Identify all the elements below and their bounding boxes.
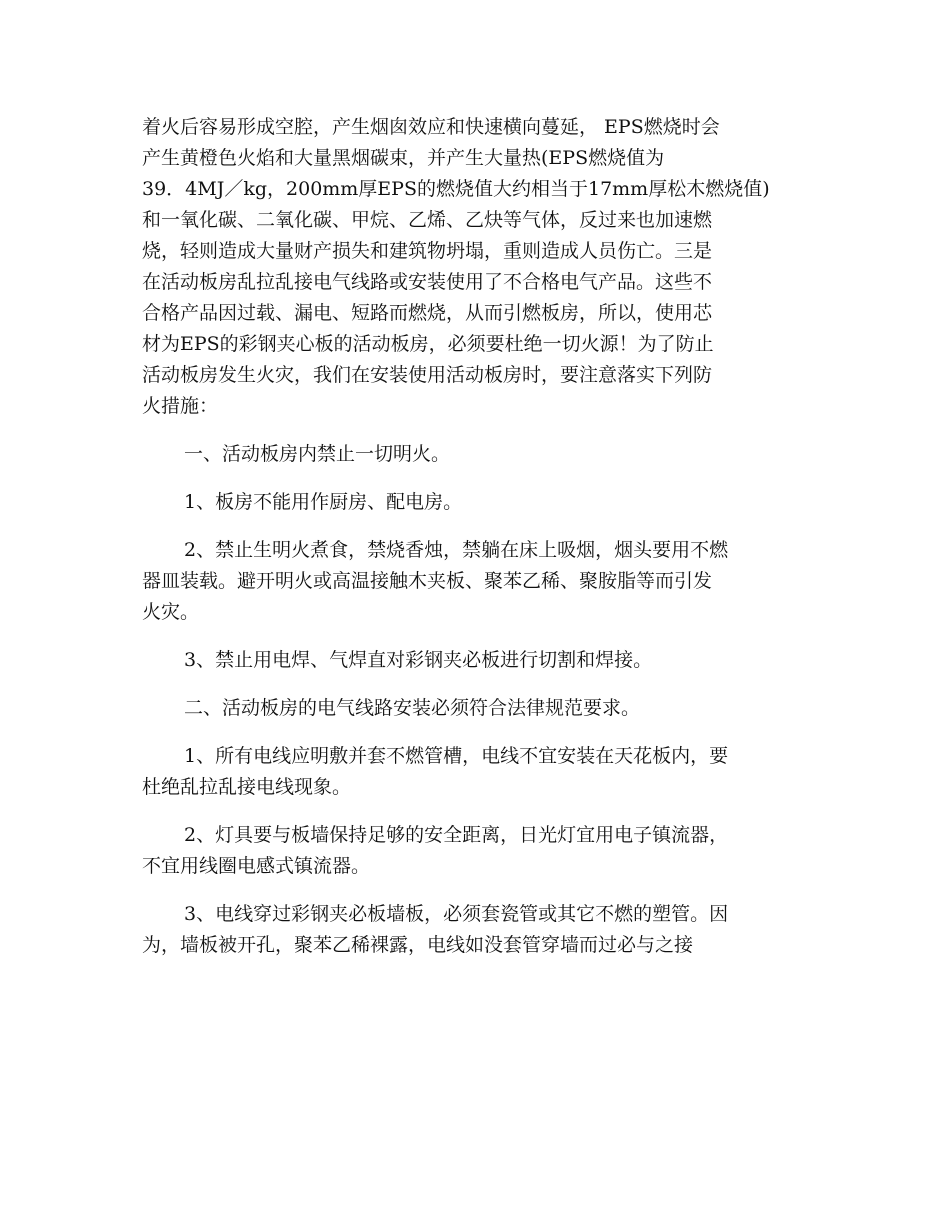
- document-body: [142, 112, 810, 961]
- text-line: 材为EPS的彩钢夹心板的活动板房，必须要杜绝一切火源！为了防止: [142, 333, 714, 355]
- text-line: 器皿装载。避开明火或高温接触木夹板、聚苯乙稀、聚胺脂等而引发: [142, 570, 713, 592]
- paragraph: [142, 112, 810, 422]
- text-line: 3、电线穿过彩钢夹必板墙板，必须套瓷管或其它不燃的塑管。因: [184, 903, 729, 925]
- text-line: 火灾。: [142, 601, 200, 623]
- text-line: 为，墙板被开孔，聚苯乙稀裸露，电线如没套管穿墙而过必与之接: [142, 934, 694, 956]
- text-line: 二、活动板房的电气线路安装必须符合法律规范要求。: [184, 697, 641, 719]
- paragraph: [142, 899, 810, 961]
- text-line: 3、禁止用电焊、气焊直对彩钢夹必板进行切割和焊接。: [184, 649, 653, 671]
- paragraph: [142, 820, 810, 882]
- paragraph: [142, 741, 810, 803]
- text-line: 产生黄橙色火焰和大量黑烟碳束，并产生大量热(EPS燃烧值为: [142, 147, 665, 169]
- text-line: 不宜用线圈电感式镇流器。: [142, 855, 371, 877]
- section-heading: [142, 693, 810, 724]
- paragraph: [142, 535, 810, 628]
- text-line: 2、禁止生明火煮食，禁烧香烛，禁躺在床上吸烟，烟头要用不燃: [184, 539, 729, 561]
- text-line: 和一氧化碳、二氧化碳、甲烷、乙烯、乙炔等气体，反过来也加速燃: [142, 209, 713, 231]
- text-line: 烧，轻则造成大量财产损失和建筑物坍塌，重则造成人员伤亡。三是: [142, 240, 713, 262]
- text-line: 在活动板房乱拉乱接电气线路或安装使用了不合格电气产品。这些不: [142, 271, 713, 293]
- paragraph: [142, 645, 810, 676]
- text-line: 2、灯具要与板墙保持足够的安全距离，日光灯宜用电子镇流器，: [184, 824, 729, 846]
- text-line: 一、活动板房内禁止一切明火。: [184, 443, 451, 465]
- text-line: 1、所有电线应明敷并套不燃管槽，电线不宜安装在天花板内，要: [184, 745, 729, 767]
- text-line: 1、板房不能用作厨房、配电房。: [184, 491, 463, 513]
- text-line: 活动板房发生火灾，我们在安装使用活动板房时，要注意落实下列防: [142, 364, 713, 386]
- paragraph: [142, 487, 810, 518]
- text-line: 火措施：: [142, 395, 219, 417]
- text-line: 着火后容易形成空腔，产生烟囱效应和快速横向蔓延， EPS燃烧时会: [142, 116, 720, 138]
- text-line: 合格产品因过载、漏电、短路而燃烧，从而引燃板房，所以，使用芯: [142, 302, 713, 324]
- text-line: 杜绝乱拉乱接电线现象。: [142, 776, 352, 798]
- text-line: 39．4MJ／kg，200mm厚EPS的燃烧值大约相当于17mm厚松木燃烧值): [142, 178, 770, 200]
- section-heading: [142, 439, 810, 470]
